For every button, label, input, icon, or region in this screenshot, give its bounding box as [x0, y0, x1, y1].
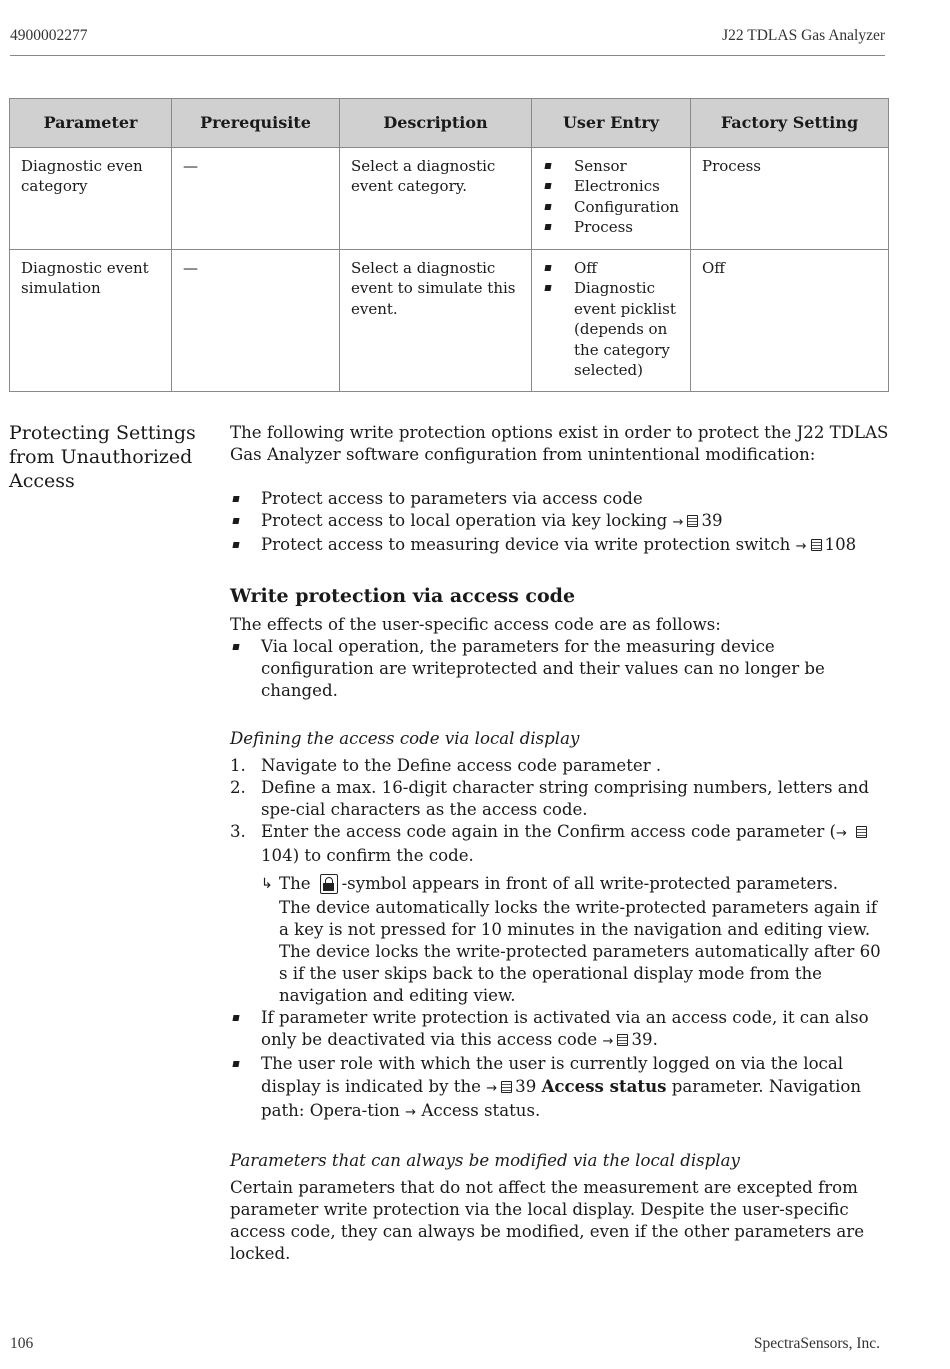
note-text: If parameter write protection is activated via an access code, it can also only be deactivated via this access code	[261, 1008, 869, 1049]
step-text: Enter the access code again in the Confirm access code parameter (	[261, 822, 837, 841]
cell-description: Select a diagnostic event to simulate this event.	[340, 250, 532, 392]
effects-paragraph: The effects of the user-specific access code are as follows:	[230, 615, 721, 634]
list-item: Configuration	[543, 197, 679, 217]
step-result	[230, 873, 890, 1007]
intro-paragraph: The following write protection options exist in order to protect the J22 TDLAS Gas Analyzer software configuration from unintentional modification:	[230, 423, 889, 464]
step-item	[230, 777, 890, 821]
header-title: J22 TDLAS Gas Analyzer	[722, 27, 885, 44]
arrow-right-icon: →	[672, 515, 684, 530]
result-text: -symbol appears in front of all write-protected parameters.	[341, 874, 839, 893]
always-modifiable-paragraph: Certain parameters that do not affect the measurement are excepted from parameter write protection via the local display. Despite the user-specific access code, they can always be modified, even if the other parameters are locked.	[230, 1178, 865, 1263]
option-text: Protect access to parameters via access code	[261, 489, 643, 508]
cell-user-entry	[532, 250, 691, 392]
list-item	[230, 534, 890, 558]
parameter-table	[9, 98, 889, 392]
cell-factory-setting: Process	[691, 148, 889, 250]
page-reference-link[interactable]: 39	[701, 511, 723, 530]
step-number: 1.	[230, 756, 246, 775]
page-reference-icon	[811, 539, 822, 551]
steps-list	[230, 755, 890, 867]
step-number: 3.	[230, 822, 246, 841]
table-row	[10, 148, 889, 250]
note-text: The user role with which the user is currently logged on via the local display is indicated by the	[261, 1054, 844, 1096]
result-detail: The device automatically locks the write-protected parameters again if a key is not pressed for 10 minutes in the navigation and editing view. The device locks the write-protected parameters automatically after 60 s if the user skips back to the operational display mode from the navigation and editing view.	[279, 898, 881, 1005]
page-number: 106	[10, 1335, 34, 1352]
step-text: ) to confirm the code.	[292, 846, 474, 865]
list-item: Electronics	[543, 176, 679, 196]
header-doc-number: 4900002277	[10, 27, 88, 44]
access-status-label: Access status	[541, 1076, 667, 1096]
column-header-parameter: Parameter	[10, 99, 172, 148]
page-reference-link[interactable]: 39	[515, 1077, 537, 1096]
note-text: .	[652, 1030, 658, 1049]
page-reference-link[interactable]: 108	[824, 535, 857, 554]
header-divider	[10, 55, 885, 56]
option-text: Protect access to measuring device via write protection switch	[261, 535, 791, 554]
note-text: parameter. Navigation path: Opera-tion	[261, 1077, 862, 1120]
step-item	[230, 755, 890, 777]
step-text: Define a max. 16-digit character string comprising numbers, letters and spe-cial characters as the access code.	[261, 778, 869, 819]
table-row	[10, 250, 889, 392]
list-item: Sensor	[543, 156, 679, 176]
step-item	[230, 821, 890, 867]
section-title: Protecting Settings from Unauthorized Access	[9, 422, 196, 492]
arrow-right-icon: →	[486, 1081, 498, 1096]
write-protect-lock-icon	[320, 874, 338, 894]
protection-options-list	[230, 488, 890, 558]
arrow-right-icon: →	[836, 826, 847, 841]
cell-parameter: Diagnostic even category	[10, 148, 172, 250]
write-protection-heading: Write protection via access code	[230, 585, 576, 607]
column-header-description: Description	[340, 99, 532, 148]
list-item: Via local operation, the parameters for the measuring device configuration are writeprotected and their values can no longer be changed.	[230, 636, 890, 702]
table-header-row	[10, 99, 889, 148]
page-reference-icon	[617, 1034, 628, 1046]
cell-prerequisite: —	[172, 148, 340, 250]
defining-access-code-heading: Defining the access code via local display	[230, 729, 580, 748]
result-text: The	[279, 874, 311, 893]
section-body	[230, 422, 890, 1265]
list-item: Off	[543, 258, 679, 278]
arrow-right-icon: →	[795, 539, 807, 554]
note-text: Access status.	[421, 1101, 541, 1120]
list-item	[230, 510, 890, 534]
page-reference-icon	[501, 1081, 512, 1093]
always-modifiable-heading: Parameters that can always be modified via the local display	[230, 1151, 740, 1170]
effects-list	[230, 636, 890, 702]
cell-prerequisite: —	[172, 250, 340, 392]
step-number: 2.	[230, 778, 246, 797]
list-item	[230, 488, 890, 510]
cell-description: Select a diagnostic event category.	[340, 148, 532, 250]
user-entry-list	[543, 156, 679, 238]
page-reference-icon	[687, 515, 698, 527]
result-arrow-icon: ↳	[261, 876, 273, 892]
notes-list	[230, 1007, 890, 1124]
list-item	[230, 1053, 890, 1124]
page-reference-icon	[856, 826, 867, 838]
arrow-right-icon: →	[602, 1034, 614, 1049]
option-text: Protect access to local operation via key locking	[261, 511, 668, 530]
list-item	[230, 1007, 890, 1053]
column-header-factory-setting: Factory Setting	[691, 99, 889, 148]
user-entry-list	[543, 258, 679, 380]
column-header-prerequisite: Prerequisite	[172, 99, 340, 148]
cell-parameter: Diagnostic event simulation	[10, 250, 172, 392]
page-reference-link[interactable]: 39	[631, 1030, 653, 1049]
list-item: Process	[543, 217, 679, 237]
cell-user-entry	[532, 148, 691, 250]
list-item: Diagnostic event picklist (depends on the category selected)	[543, 278, 679, 380]
page-reference-link[interactable]: 104	[261, 846, 293, 865]
footer-company: SpectraSensors, Inc.	[753, 1335, 880, 1352]
column-header-user-entry: User Entry	[532, 99, 691, 148]
arrow-right-icon: →	[405, 1105, 417, 1120]
step-text: Navigate to the Define access code parameter .	[261, 756, 662, 775]
cell-factory-setting: Off	[691, 250, 889, 392]
